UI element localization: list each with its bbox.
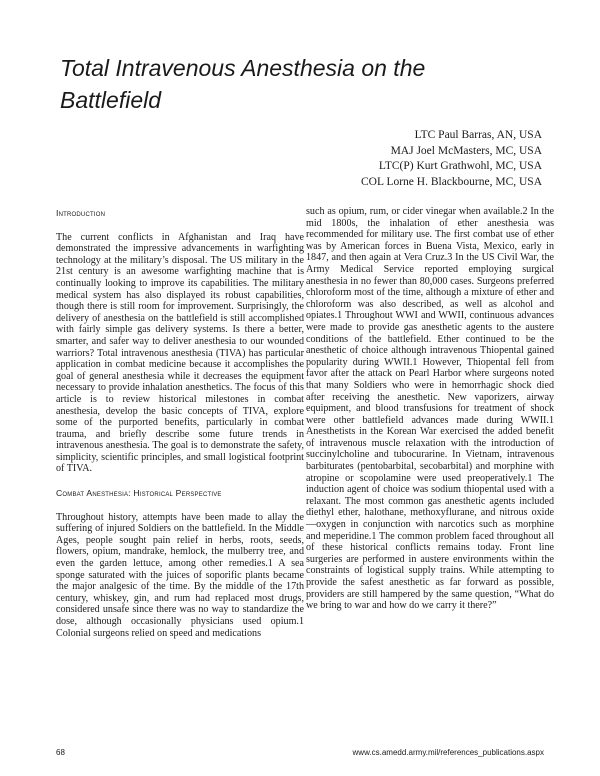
page-number: 68	[56, 748, 65, 757]
history-paragraph-left: Throughout history, attempts have been made to allay the suffering of injured Soldiers on the battlefield. In the Middle Ages, people sought pain relief in herbs, roots, seeds, flowers, opium, mandrake, hemlock, the mulberry tree, and even the garden lettuce, among other remedies.1 A sea sponge saturated with the juices of soporific plants became the major analgesic of the time. By the middle of the 17th century, whiskey, gin, and rum had replaced most drugs, considered unsafe since there was no way to standardize the dose, although occasionally physicians used opium.1 Colonial surgeons relied on speed and medications	[56, 511, 304, 639]
author-4: COL Lorne H. Blackbourne, MC, USA	[361, 175, 542, 188]
author-2: MAJ Joel McMasters, MC, USA	[390, 144, 542, 157]
author-3: LTC(P) Kurt Grathwohl, MC, USA	[378, 160, 542, 172]
left-column	[56, 208, 304, 639]
introduction-paragraph: The current conflicts in Afghanistan and Iraq have demonstrated the impressive advancements in warfighting technology at the military’s disposal. The US military in the 21st century is an awesome warfighting machine that is continually looking to improve its capabilities. The military medical system has also displayed its robust capabilities, though there is still room for improvement. Surprisingly, the delivery of anesthesia on the battlefield is still accomplished with fairly simple gas delivery systems. Is there a better, smarter, and safer way to deliver anesthesia to our wounded warriors? Total intravenous anesthesia (TIVA) has particular application in combat medicine because it accomplishes the goal of general anesthesia while it decreases the equipment necessary to provide inhalation anesthetics. The focus of this article is to review historical milestones in combat anesthesia, develop the basic concepts of TIVA, explore some of the purported benefits, particularly in combat trauma, and briefly describe some future trends in intravenous anesthesia. The goal is to demonstrate the safety, simplicity, scientific principles, and small logistical footprint of TIVA.	[56, 231, 304, 475]
right-column	[306, 206, 554, 612]
article-title	[60, 52, 540, 116]
article-title-line-1: Total Intravenous Anesthesia on the	[60, 55, 426, 81]
author-list	[361, 128, 542, 190]
footer-url-link[interactable]: www.cs.amedd.army.mil/references_publications.aspx	[352, 748, 544, 757]
introduction-heading: Introduction	[56, 208, 106, 218]
history-paragraph-right: such as opium, rum, or cider vinegar when available.2 In the mid 1800s, the inhalation of ether anesthesia was recommended for military use. The first combat use of ether was by American forces in Buena Vista, Mexico, early in 1847, and then again at Vera Cruz.3 In the US Civil War, the Army Medical Service reported employing surgical anesthesia in no fewer than 80,000 cases. Surgeons preferred chloroform most of the time, although a mixture of ether and chloroform was also described, as well as alcohol and opiates.1 Throughout WWI and WWII, continuous advances were made to provide gas anesthetic agents to the austere conditions of the battlefield. Ether continued to be the anesthetic of choice although intravenous Thiopental gained popularity during WWII.1 However, Thiopental fell from favor after the attack on Pearl Harbor where surgeons noted that many Soldiers who were in hemorrhagic shock died after receiving the anesthetic. New vaporizers, airway equipment, and blood transfusions for treatment of shock were other battlefield advances made during WWII.1 Anesthetists in the Korean War exercised the added benefit of intravenous muscle relaxation with the introduction of succinylcholine and tubocurarine. In Vietnam, intravenous barbiturates (pentobarbital, secobarbital) and morphine with atropine or scopolamine were used preoperatively.1 The induction agent of choice was sodium thiopental used with a relaxant. The most common gas anesthetic agents included diethyl ether, halothane, methoxyflurane, and nitrous oxide—oxygen in conjunction with narcotics such as morphine and meperidine.1 The common problem faced throughout all of these historical conflicts remains today. Front line surgeries are performed in austere environments within the constraints of logistical supply trains. While attempting to provide the safest anesthetic as far forward as possible, providers are still hampered by the same question, “What do we bring to war and how do we carry it there?”	[306, 206, 554, 612]
author-1: LTC Paul Barras, AN, USA	[414, 129, 542, 141]
article-title-line-2: Battlefield	[60, 87, 162, 113]
history-heading: Combat Anesthesia: Historical Perspective	[56, 488, 222, 499]
